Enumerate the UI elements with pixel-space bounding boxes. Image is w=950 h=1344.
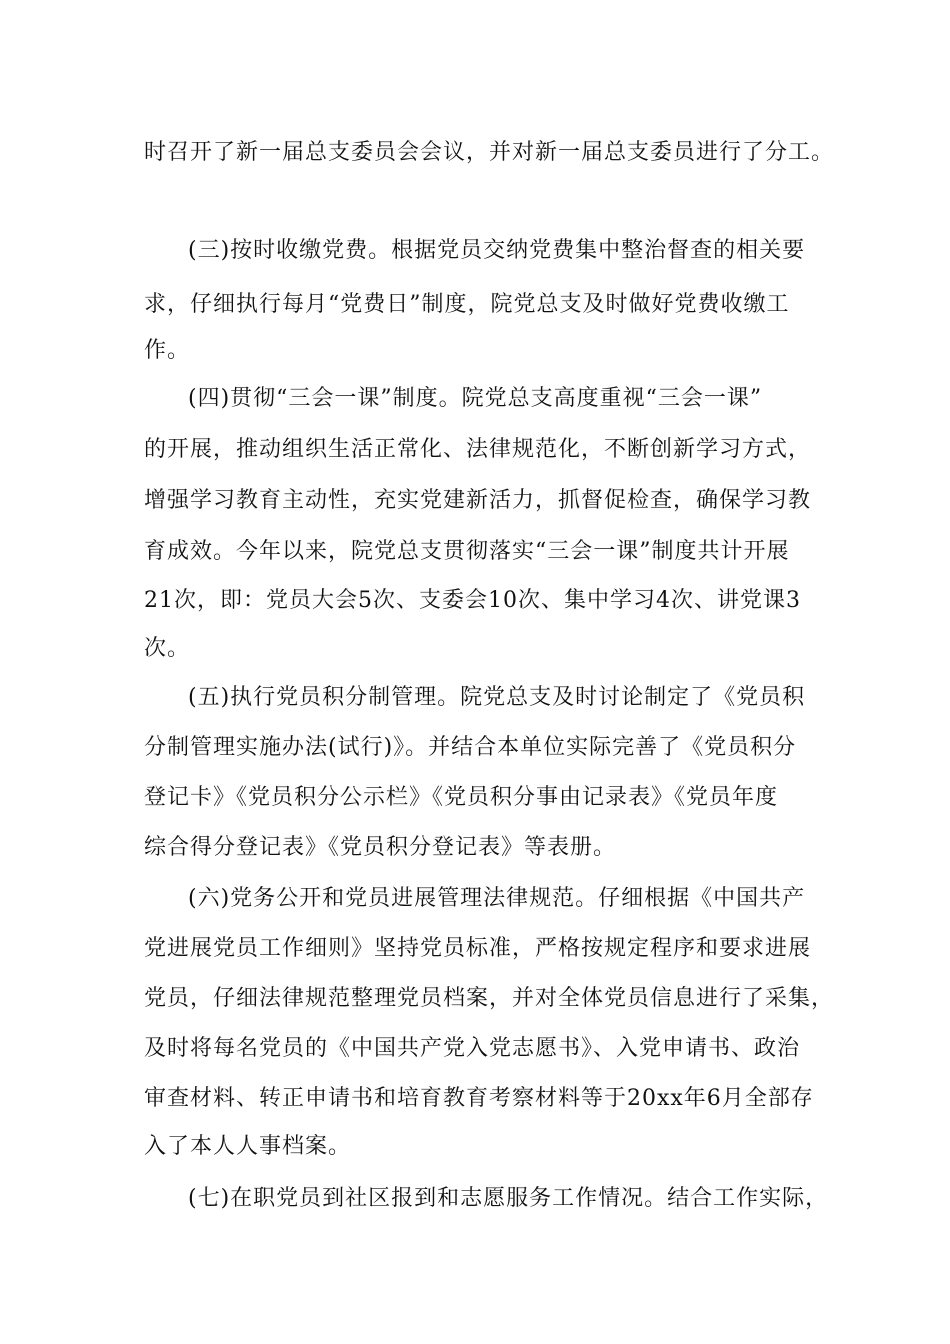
text-line: 及时将每名党员的《中国共产党入党志愿书》、入党申请书、政治 xyxy=(144,1036,801,1061)
paragraph-3-heading-line: (三)按时收缴党费。根据党员交纳党费集中整治督查的相关要 xyxy=(188,238,806,263)
text-line: 育成效。今年以来，院党总支贯彻落实“三会一课”制度共计开展 xyxy=(144,539,790,564)
text-line: 党员，仔细法律规范整理党员档案，并对全体党员信息进行了采集， xyxy=(144,986,835,1011)
text-line: 综合得分登记表》《党员积分登记表》等表册。 xyxy=(144,835,617,860)
text-line: 审查材料、转正申请书和培育教育考察材料等于20xx年6月全部存 xyxy=(144,1086,814,1111)
paragraph-6-heading-line: (六)党务公开和党员进展管理法律规范。仔细根据《中国共产 xyxy=(188,886,806,911)
text-line: 21次，即：党员大会5次、支委会10次、集中学习4次、讲党课3 xyxy=(144,588,801,613)
paragraph-7-heading-line: (七)在职党员到社区报到和志愿服务工作情况。结合工作实际， xyxy=(188,1186,829,1211)
text-line: 作。 xyxy=(144,338,191,363)
text-line: 分制管理实施办法(试行)》。并结合本单位实际完善了《党员积分 xyxy=(144,735,797,760)
text-line: 求，仔细执行每月“党费日”制度，院党总支及时做好党费收缴工 xyxy=(144,292,790,317)
paragraph-5-heading-line: (五)执行党员积分制管理。院党总支及时讨论制定了《党员积 xyxy=(188,685,806,710)
text-line: 次。 xyxy=(144,636,191,661)
text-line: 增强学习教育主动性，充实党建新活力，抓督促检查，确保学习教 xyxy=(144,488,812,513)
text-line: 的开展，推动组织生活正常化、法律规范化，不断创新学习方式， xyxy=(144,437,812,462)
text-line: 时召开了新一届总支委员会会议，并对新一届总支委员进行了分工。 xyxy=(144,140,835,165)
text-line: 党进展党员工作细则》坚持党员标准，严格按规定程序和要求进展 xyxy=(144,936,812,961)
text-line: 入了本人人事档案。 xyxy=(144,1134,352,1159)
paragraph-4-heading-line: (四)贯彻“三会一课”制度。院党总支高度重视“三会一课” xyxy=(188,386,763,411)
text-line: 登记卡》《党员积分公示栏》《党员积分事由记录表》《党员年度 xyxy=(144,785,779,810)
